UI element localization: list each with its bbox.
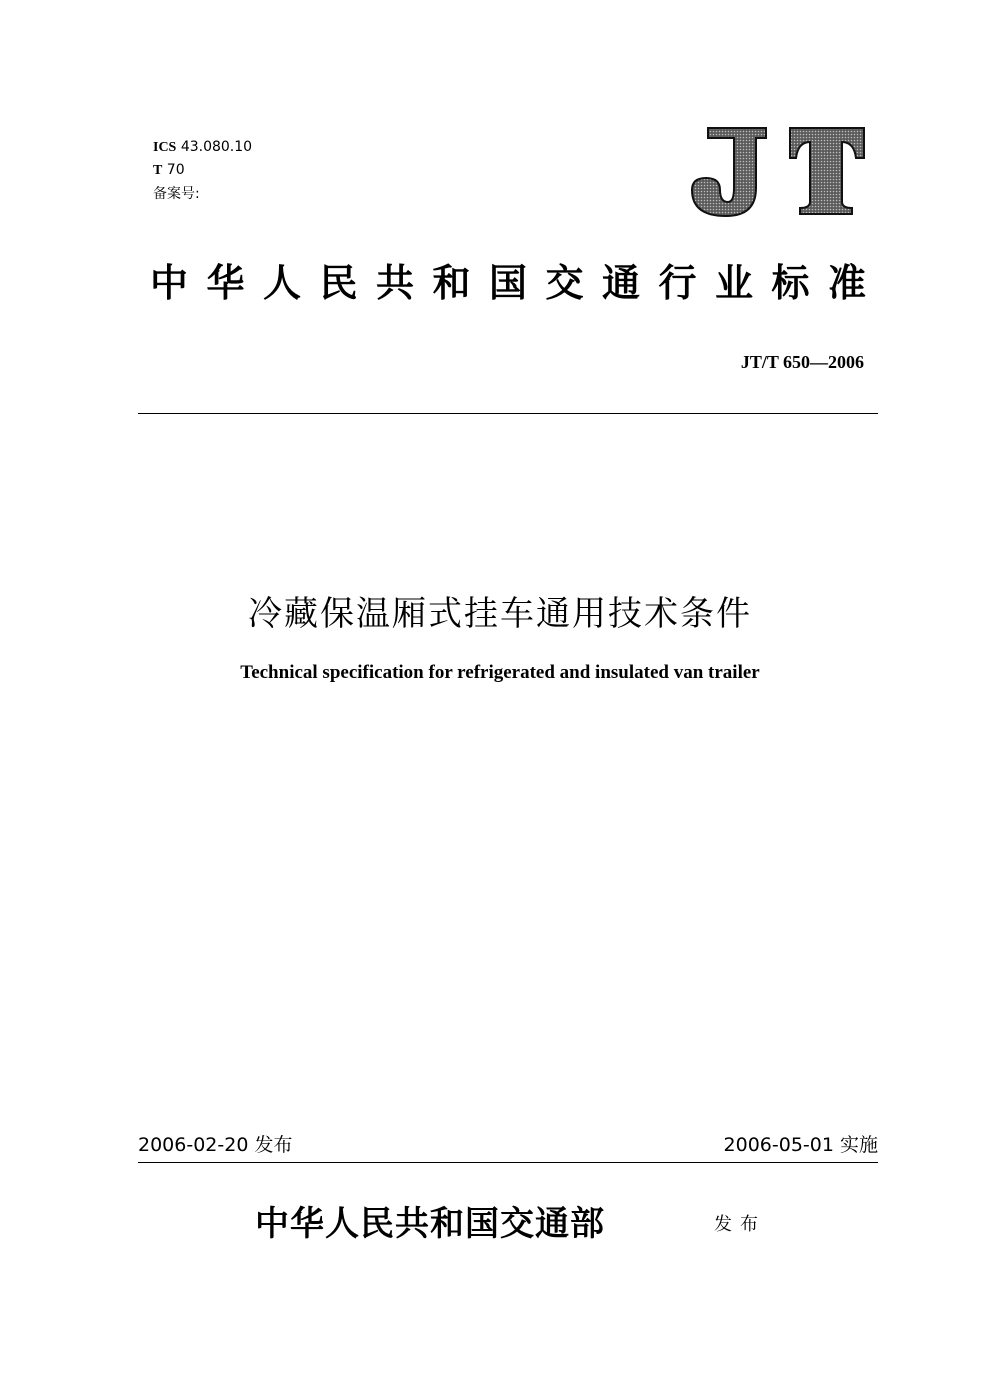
- standard-number: JT/T 650—2006: [740, 352, 864, 372]
- header-divider: [138, 413, 878, 414]
- issue-date: 2006-02-20 发布: [138, 1134, 293, 1156]
- ics-label: ICS: [153, 140, 177, 155]
- publisher-name: 中华人民共和国交通部: [255, 1204, 605, 1244]
- class-letter: T: [153, 163, 163, 178]
- record-number-label: 备案号:: [153, 186, 200, 202]
- document-title-en: Technical specification for refrigerated and insulated van trailer: [240, 662, 760, 683]
- ics-code: [153, 140, 252, 155]
- footer-divider: [138, 1162, 878, 1163]
- document-title-cn: 冷藏保温厢式挂车通用技术条件: [248, 594, 752, 634]
- implementation-date: 2006-05-01 实施: [723, 1134, 878, 1156]
- jt-logo: [688, 124, 868, 219]
- ics-number: 43.080.10: [180, 139, 253, 155]
- classification-code: [153, 163, 185, 178]
- class-number: 70: [166, 162, 185, 178]
- publish-word: 发布: [714, 1214, 766, 1235]
- organization-title: 中华人民共和国交通行业标准: [150, 260, 866, 305]
